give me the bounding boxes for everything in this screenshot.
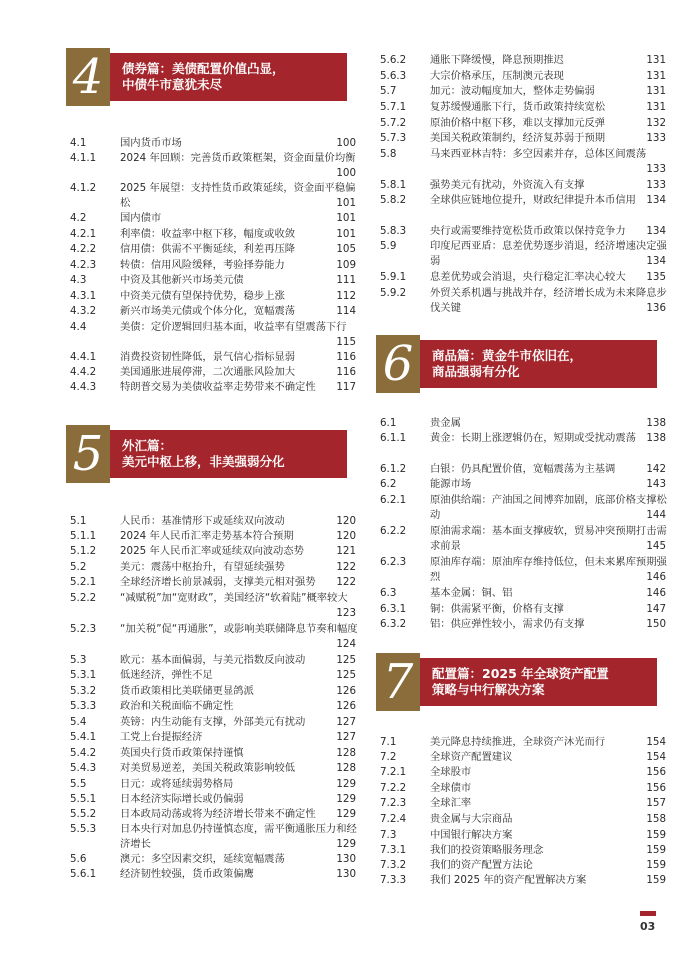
entry-number: 5.4.1: [70, 731, 97, 743]
footer-accent-bar: [640, 911, 656, 916]
entry-title: 能源市场: [430, 478, 472, 490]
entry-page: 129: [336, 778, 356, 790]
entry-number: 7.3.3: [380, 874, 407, 886]
entry-title: 印度尼西亚盾：息差优势逐步消退，经济增速决定强弱: [430, 240, 667, 267]
entry-number: 5.6.2: [380, 54, 407, 66]
entry-title: 对美贸易逆差，美国关税政策影响较低: [120, 762, 296, 774]
section-title: [122, 61, 285, 93]
entry-number: 5.4.2: [70, 747, 97, 759]
entry-number: 7.2.2: [380, 782, 407, 794]
entry-number: 5.5: [70, 778, 87, 790]
entry-page: 150: [646, 618, 666, 630]
entry-page: 134: [646, 254, 666, 267]
entry-title: 铜：供需紧平衡，价格有支撑: [430, 603, 564, 615]
entry-title: “加关税”促“再通胀”，或影响美联储降息节奏和幅度: [120, 623, 358, 635]
entry-page: 130: [336, 868, 356, 880]
entry-page: 122: [336, 561, 356, 573]
entry-number: 5.7.3: [380, 132, 407, 144]
entry-number: 5.3.2: [70, 685, 97, 697]
entry-number: 5.8.1: [380, 179, 407, 191]
entry-title: 全球经济增长前景减弱，支撑美元相对强势: [120, 576, 316, 588]
section-number: 5: [66, 425, 110, 483]
entry-title: 日本经济实际增长或仍偏弱: [120, 793, 244, 805]
entry-number: 5.8.3: [380, 225, 407, 237]
entry-number: 5.6.3: [380, 70, 407, 82]
entry-page: 159: [646, 844, 666, 856]
entry-number: 4.1.2: [70, 182, 97, 194]
entry-number: 5.3.3: [70, 700, 97, 712]
entry-number: 5.2: [70, 561, 87, 573]
entry-page: 100: [336, 137, 356, 149]
entry-number: 4.4.3: [70, 381, 97, 393]
entry-title: 中国银行解决方案: [430, 829, 513, 841]
entry-page: 156: [646, 782, 666, 794]
entry-title: 货币政策相比美联储更显鸽派: [120, 685, 254, 697]
section-title: [432, 666, 609, 698]
entry-page: 116: [336, 366, 356, 378]
entry-number: 4.2.1: [70, 228, 97, 240]
entry-number: 5.8: [380, 148, 397, 160]
section-number: 7: [376, 653, 420, 711]
entry-page: 133: [646, 162, 666, 175]
entry-page: 114: [336, 305, 356, 317]
entry-page: 129: [336, 808, 356, 820]
entry-page: 125: [336, 654, 356, 666]
entry-title: 日本央行对加息仍持谨慎态度，需平衡通胀压力和经济增长: [120, 823, 357, 850]
entry-title: 通胀下降缓慢，降息预期推迟: [430, 54, 564, 66]
entry-number: 5.1.2: [70, 545, 97, 557]
entry-number: 5.9.1: [380, 271, 407, 283]
section-title-line: 外汇篇：: [122, 438, 173, 453]
entry-title: 黄金：长期上涨逻辑仍在，短期或受扰动震荡: [430, 432, 636, 444]
entry-title: 人民币：基准情形下或延续双向波动: [120, 515, 285, 527]
entry-page: 143: [646, 478, 666, 490]
entry-page: 146: [646, 587, 666, 599]
section-title-line: 中债牛市意犹未尽: [122, 77, 223, 92]
entry-title: 英镑：内生动能有支撑，外部美元有扰动: [120, 716, 306, 728]
entry-number: 6.3.2: [380, 618, 407, 630]
entry-page: 100: [336, 166, 356, 179]
entry-number: 5.9: [380, 240, 397, 252]
entry-title: 央行或需要维持宽松货币政策以保持竞争力: [430, 225, 626, 237]
section-title: [122, 438, 285, 470]
entry-number: 6.3: [380, 587, 397, 599]
entry-title: 全球资产配置建议: [430, 751, 513, 763]
entry-title: 复苏缓慢通胀下行，货币政策持续宽松: [430, 101, 606, 113]
entry-title: 消费投资韧性降低，景气信心指标显弱: [120, 351, 296, 363]
entry-page: 131: [646, 85, 666, 97]
entry-title: 欧元：基本面偏弱，与美元指数反向波动: [120, 654, 306, 666]
entry-page: 154: [646, 736, 666, 748]
entry-title: 大宗价格承压，压制澳元表现: [430, 70, 564, 82]
entry-title: 全球债市: [430, 782, 472, 794]
section-title-line: 债券篇：美债配置价值凸显，: [122, 61, 285, 76]
entry-page: 116: [336, 351, 356, 363]
entry-number: 4.4: [70, 321, 87, 333]
entry-title: 日本政局动荡或将为经济增长带来不确定性: [120, 808, 316, 820]
entry-number: 5.3.1: [70, 669, 97, 681]
section-title-line: 策略与中行解决方案: [432, 682, 545, 697]
section-title: [432, 348, 582, 380]
entry-page: 134: [646, 194, 666, 206]
section-banner-6: [380, 336, 657, 392]
entry-page: 122: [336, 576, 356, 588]
entry-number: 7.3.2: [380, 859, 407, 871]
entry-number: 6.2.3: [380, 556, 407, 568]
entry-page: 142: [646, 463, 666, 475]
entry-page: 138: [646, 417, 666, 429]
entry-number: 6.1.2: [380, 463, 407, 475]
entry-number: 5.7.1: [380, 101, 407, 113]
entry-title: 基本金属：铜、铝: [430, 587, 513, 599]
entry-page: 138: [646, 432, 666, 444]
entry-page: 124: [336, 637, 356, 650]
entry-number: 4.4.2: [70, 366, 97, 378]
entry-page: 156: [646, 766, 666, 778]
entry-title: 2024 年回顾：完善货币政策框架，资金面量价均衡: [120, 152, 356, 164]
entry-number: 4.1.1: [70, 152, 97, 164]
entry-page: 133: [646, 132, 666, 144]
entry-page: 158: [646, 813, 666, 825]
entry-page: 146: [646, 570, 666, 583]
entry-title: 美债：定价逻辑回归基本面，收益率有望震荡下行: [120, 321, 347, 333]
entry-page: 131: [646, 70, 666, 82]
entry-page: 159: [646, 859, 666, 871]
entry-number: 6.1: [380, 417, 397, 429]
entry-number: 5.4.3: [70, 762, 97, 774]
entry-number: 5.2.1: [70, 576, 97, 588]
entry-page: 135: [646, 271, 666, 283]
section-banner-7: [380, 654, 657, 710]
entry-page: 128: [336, 762, 356, 774]
entry-number: 5.5.3: [70, 823, 97, 835]
entry-number: 5.7: [380, 85, 397, 97]
entry-number: 6.2: [380, 478, 397, 490]
entry-title: 国内货币市场: [120, 137, 182, 149]
entry-number: 5.5.1: [70, 793, 97, 805]
entry-title: 原油库存端：原油库存维持低位，但未来累库预期强烈: [430, 556, 667, 583]
entry-title: 中资美元债有望保持优势，稳步上涨: [120, 290, 285, 302]
entry-number: 5.9.2: [380, 287, 407, 299]
entry-page: 154: [646, 751, 666, 763]
entry-number: 6.1.1: [380, 432, 407, 444]
section-banner-5: [70, 426, 347, 482]
entry-number: 4.3.1: [70, 290, 97, 302]
entry-page: 133: [646, 179, 666, 191]
entry-title: 外贸关系机遇与挑战并存，经济增长成为未来降息步伐关键: [430, 287, 667, 314]
entry-title: 马来西亚林吉特：多空因素并存，总体区间震荡: [430, 148, 647, 160]
entry-title: 原油价格中枢下移，难以支撑加元反弹: [430, 117, 606, 129]
entry-number: 7.1: [380, 736, 397, 748]
entry-number: 5.2.2: [70, 592, 97, 604]
entry-title: 转债：信用风险缓释，考验择券能力: [120, 259, 285, 271]
entry-page: 129: [336, 793, 356, 805]
entry-title: 国内债市: [120, 212, 162, 224]
entry-title: 政治和关税面临不确定性: [120, 700, 234, 712]
entry-title: 贵金属: [430, 417, 461, 429]
entry-number: 5.5.2: [70, 808, 97, 820]
entry-number: 4.2.3: [70, 259, 97, 271]
entry-title: 经济韧性较强，货币政策偏鹰: [120, 868, 254, 880]
entry-title: 美元降息持续推进，全球资产沐光而行: [430, 736, 606, 748]
entry-title: 白银：仍具配置价值，宽幅震荡为主基调: [430, 463, 616, 475]
entry-number: 5.6: [70, 853, 87, 865]
entry-page: 120: [336, 530, 356, 542]
entry-title: 我们的投资策略服务理念: [430, 844, 544, 856]
entry-number: 7.3.1: [380, 844, 407, 856]
entry-page: 136: [646, 301, 666, 314]
section-title-line: 配置篇：2025 年全球资产配置: [432, 666, 609, 681]
section-banner-4: [70, 49, 347, 105]
entry-page: 147: [646, 603, 666, 615]
entry-title: 全球股市: [430, 766, 472, 778]
entry-title: 美元：震荡中枢抬升，有望延续强势: [120, 561, 285, 573]
entry-number: 5.1.1: [70, 530, 97, 542]
entry-page: 111: [336, 274, 356, 286]
entry-number: 5.6.1: [70, 868, 97, 880]
entry-page: 126: [336, 685, 356, 697]
entry-page: 101: [336, 212, 356, 224]
entry-number: 4.1: [70, 137, 87, 149]
entry-title: 息差优势或会消退，央行稳定汇率决心较大: [430, 271, 626, 283]
entry-title: 铝：供应弹性较小，需求仍有支撑: [430, 618, 585, 630]
entry-title: 2025 年人民币汇率或延续双向波动态势: [120, 545, 304, 557]
entry-title: 2025 年展望：支持性货币政策延续，资金面平稳偏松: [120, 182, 356, 209]
entry-number: 7.2.3: [380, 797, 407, 809]
entry-title: 强势美元有扰动，外资流入有支撑: [430, 179, 585, 191]
entry-number: 6.3.1: [380, 603, 407, 615]
entry-title: 我们的资产配置方法论: [430, 859, 533, 871]
entry-page: 159: [646, 829, 666, 841]
section-number: 4: [66, 48, 110, 106]
entry-title: 原油需求端：基本面支撑疲软，贸易冲突预期打击需求前景: [430, 525, 667, 552]
entry-title: 英国央行货币政策保持谨慎: [120, 747, 244, 759]
entry-title: 美国关税政策制约，经济复苏弱于预期: [430, 132, 606, 144]
section-title-line: 商品篇：黄金牛市依旧在，: [432, 348, 583, 363]
entry-page: 126: [336, 700, 356, 712]
entry-page: 145: [646, 539, 666, 552]
entry-page: 131: [646, 54, 666, 66]
entry-title: 新兴市场美元债或个体分化，宽幅震荡: [120, 305, 296, 317]
entry-number: 4.4.1: [70, 351, 97, 363]
entry-title: 利率债：收益率中枢下移，幅度或收敛: [120, 228, 296, 240]
section-title-line: 商品强弱有分化: [432, 364, 520, 379]
section-title-line: 美元中枢上移，非美强弱分化: [122, 454, 285, 469]
entry-page: 120: [336, 515, 356, 527]
entry-page: 129: [336, 837, 356, 850]
entry-title: 我们 2025 年的资产配置解决方案: [430, 874, 587, 886]
entry-page: 101: [336, 228, 356, 240]
entry-number: 4.2.2: [70, 243, 97, 255]
entry-page: 127: [336, 731, 356, 743]
entry-page: 130: [336, 853, 356, 865]
entry-number: 5.7.2: [380, 117, 407, 129]
entry-page: 159: [646, 874, 666, 886]
entry-number: 7.2.4: [380, 813, 407, 825]
entry-title: 特朗普交易为美债收益率走势带来不确定性: [120, 381, 316, 393]
entry-title: 贵金属与大宗商品: [430, 813, 513, 825]
entry-number: 7.2.1: [380, 766, 407, 778]
page-number: 03: [640, 920, 656, 933]
entry-title: 加元：波动幅度加大，整体走势偏弱: [430, 85, 595, 97]
entry-title: 工党上台提振经济: [120, 731, 203, 743]
entry-number: 6.2.1: [380, 494, 407, 506]
entry-number: 4.3: [70, 274, 87, 286]
entry-title: 2024 年人民币汇率走势基本符合预期: [120, 530, 294, 542]
entry-number: 5.3: [70, 654, 87, 666]
entry-page: 115: [336, 335, 356, 348]
entry-number: 4.3.2: [70, 305, 97, 317]
entry-title: 全球汇率: [430, 797, 472, 809]
entry-title: 日元：或将延续弱势格局: [120, 778, 234, 790]
entry-number: 5.1: [70, 515, 87, 527]
entry-page: 132: [646, 117, 666, 129]
entry-page: 125: [336, 669, 356, 681]
entry-title: 低迷经济，弹性不足: [120, 669, 213, 681]
entry-title: 信用债：供需不平衡延续，利差再压降: [120, 243, 296, 255]
entry-title: 中资及其他新兴市场美元债: [120, 274, 244, 286]
entry-page: 121: [336, 545, 356, 557]
entry-title: 原油供给端：产油国之间博弈加剧，底部价格支撑松动: [430, 494, 667, 521]
entry-title: “减赋税”加“宽财政”，美国经济“软着陆”概率较大: [120, 592, 348, 604]
entry-page: 144: [646, 508, 666, 521]
entry-title: 全球供应链地位提升，财政纪律提升本币信用: [430, 194, 636, 206]
entry-number: 4.2: [70, 212, 87, 224]
entry-number: 7.3: [380, 829, 397, 841]
entry-title: 美国通胀进展停滞，二次通胀风险加大: [120, 366, 296, 378]
entry-page: 127: [336, 716, 356, 728]
entry-number: 5.4: [70, 716, 87, 728]
entry-page: 157: [646, 797, 666, 809]
entry-number: 5.8.2: [380, 194, 407, 206]
entry-page: 131: [646, 101, 666, 113]
entry-number: 5.2.3: [70, 623, 97, 635]
section-number: 6: [376, 335, 420, 393]
entry-page: 128: [336, 747, 356, 759]
entry-title: 澳元：多空因素交织，延续宽幅震荡: [120, 853, 285, 865]
entry-number: 7.2: [380, 751, 397, 763]
entry-page: 105: [336, 243, 356, 255]
entry-number: 6.2.2: [380, 525, 407, 537]
entry-page: 101: [336, 196, 356, 209]
entry-page: 117: [336, 381, 356, 393]
entry-page: 134: [646, 225, 666, 237]
entry-page: 112: [336, 290, 356, 302]
entry-page: 109: [336, 259, 356, 271]
entry-page: 123: [336, 606, 356, 619]
